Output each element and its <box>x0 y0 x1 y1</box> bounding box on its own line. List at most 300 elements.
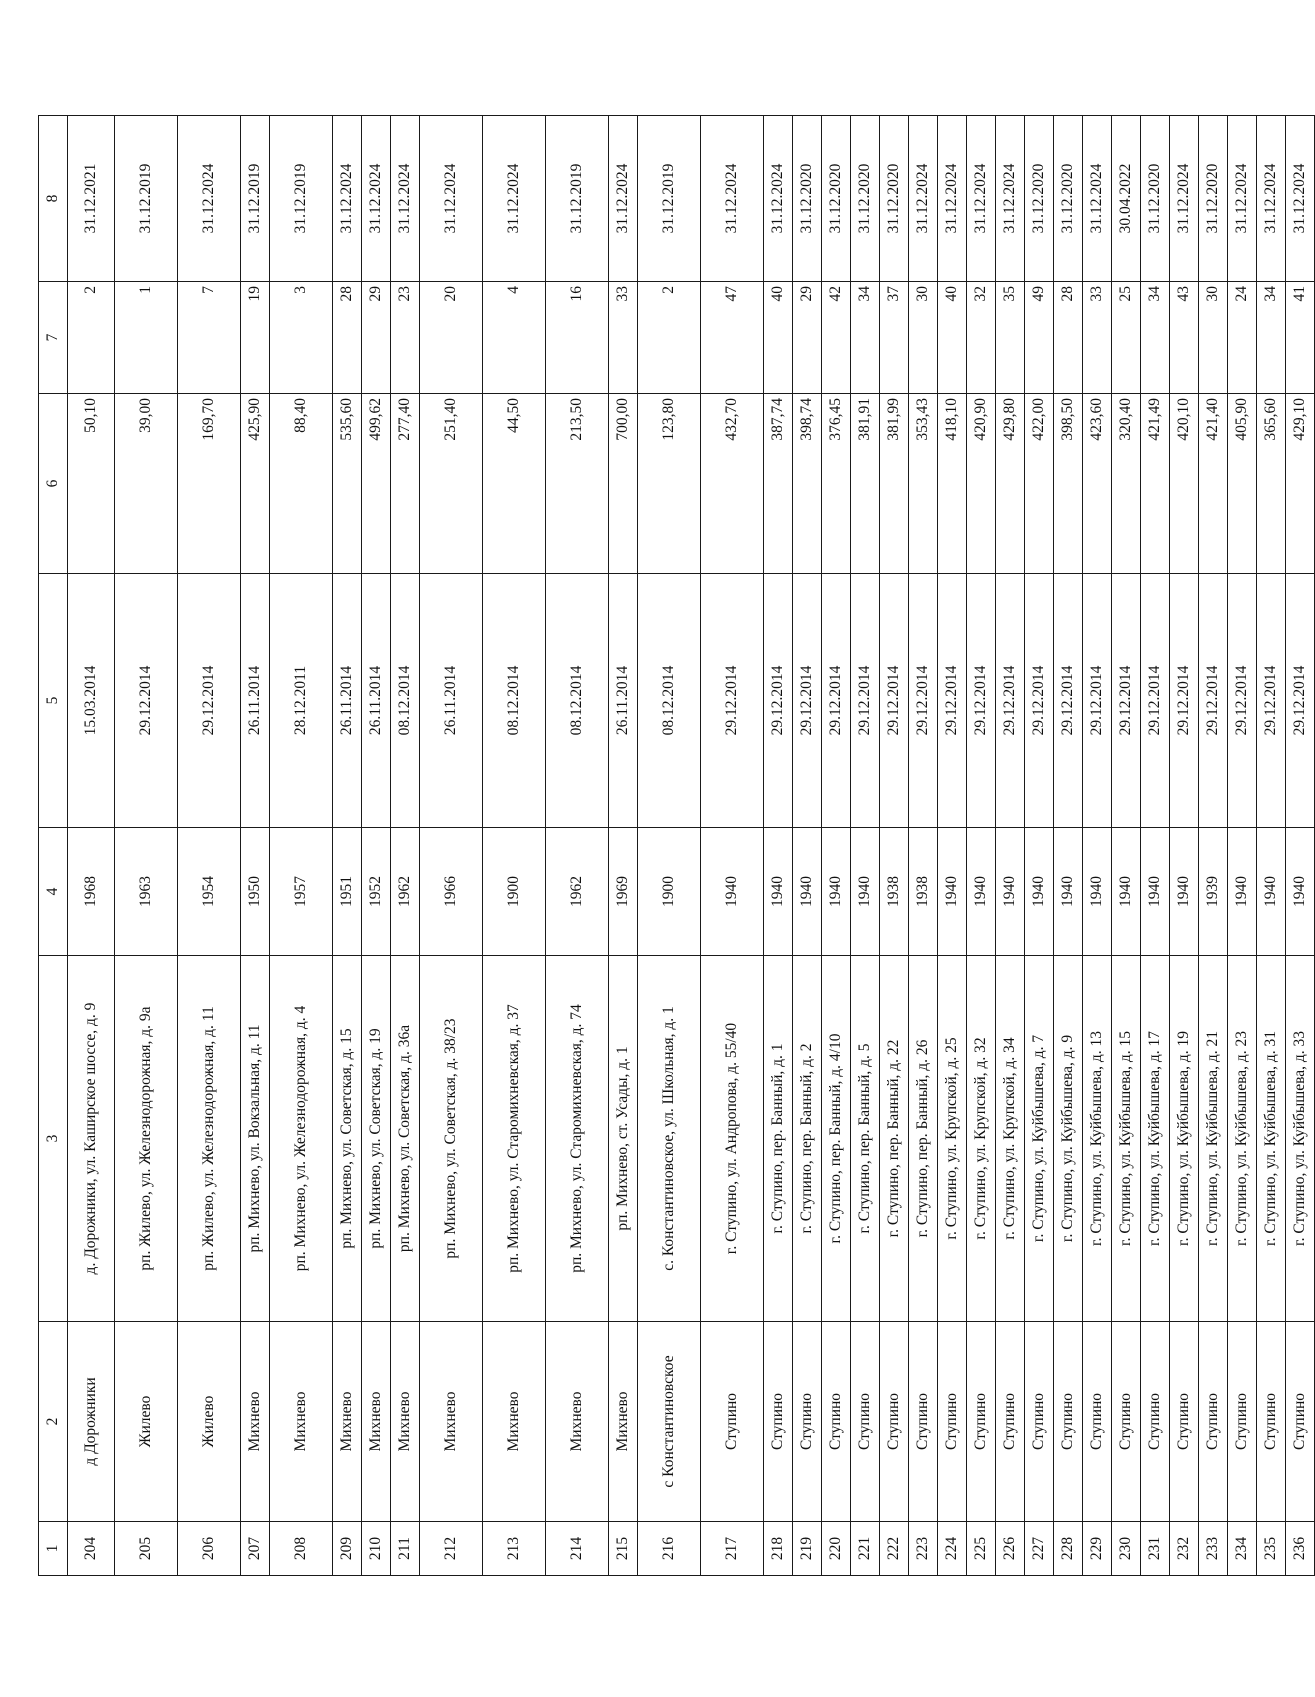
locality-cell: Жилево <box>178 1322 241 1522</box>
table-row <box>178 116 241 1576</box>
locality-cell: Ступино <box>851 1322 880 1522</box>
locality-cell: Михнево <box>270 1322 333 1522</box>
address-cell: рп. Жилево, ул. Железнодорожная, д. 9а <box>115 956 178 1322</box>
address-cell: г. Ступино, ул. Куйбышева, д. 13 <box>1083 956 1112 1322</box>
area-cell: 39,00 <box>115 394 178 574</box>
address-cell: г. Ступино, ул. Крупской, д. 34 <box>996 956 1025 1322</box>
date-cell: 29.12.2014 <box>1286 574 1315 828</box>
area-cell: 44,50 <box>483 394 546 574</box>
row-number: 230 <box>1112 1522 1141 1576</box>
count-cell: 23 <box>391 282 420 394</box>
area-cell: 700,00 <box>609 394 638 574</box>
address-cell: г. Ступино, ул. Куйбышева, д. 33 <box>1286 956 1315 1322</box>
area-cell: 405,90 <box>1228 394 1257 574</box>
date-cell: 15.03.2014 <box>68 574 115 828</box>
area-cell: 420,10 <box>1170 394 1199 574</box>
area-cell: 88,40 <box>270 394 333 574</box>
count-cell: 25 <box>1112 282 1141 394</box>
table-row <box>1170 116 1199 1576</box>
locality-cell: Ступино <box>1141 1322 1170 1522</box>
area-cell: 429,80 <box>996 394 1025 574</box>
row-number: 217 <box>701 1522 764 1576</box>
row-number: 220 <box>822 1522 851 1576</box>
row-number: 221 <box>851 1522 880 1576</box>
deadline-cell: 31.12.2024 <box>362 116 391 282</box>
area-cell: 387,74 <box>764 394 793 574</box>
area-cell: 381,99 <box>880 394 909 574</box>
date-cell: 29.12.2014 <box>764 574 793 828</box>
year-built-cell: 1940 <box>851 828 880 956</box>
address-cell: д. Дорожники, ул. Каширское шоссе, д. 9 <box>68 956 115 1322</box>
table-row <box>822 116 851 1576</box>
row-number: 213 <box>483 1522 546 1576</box>
row-number: 207 <box>241 1522 270 1576</box>
row-number: 225 <box>967 1522 996 1576</box>
row-number: 226 <box>996 1522 1025 1576</box>
date-cell: 29.12.2014 <box>1025 574 1054 828</box>
area-cell: 320,40 <box>1112 394 1141 574</box>
row-number: 211 <box>391 1522 420 1576</box>
deadline-cell: 31.12.2019 <box>638 116 701 282</box>
deadline-cell: 31.12.2024 <box>483 116 546 282</box>
date-cell: 29.12.2014 <box>701 574 764 828</box>
area-cell: 398,74 <box>793 394 822 574</box>
row-number: 206 <box>178 1522 241 1576</box>
year-built-cell: 1940 <box>793 828 822 956</box>
deadline-cell: 31.12.2024 <box>967 116 996 282</box>
table-row <box>851 116 880 1576</box>
date-cell: 28.12.2011 <box>270 574 333 828</box>
deadline-cell: 31.12.2020 <box>880 116 909 282</box>
year-built-cell: 1954 <box>178 828 241 956</box>
address-cell: г. Ступино, ул. Крупской, д. 25 <box>938 956 967 1322</box>
table-row <box>546 116 609 1576</box>
table-header-row <box>39 116 68 1576</box>
count-cell: 47 <box>701 282 764 394</box>
date-cell: 29.12.2014 <box>1228 574 1257 828</box>
address-cell: рп. Михнево, ул. Железнодорожная, д. 4 <box>270 956 333 1322</box>
area-cell: 432,70 <box>701 394 764 574</box>
area-cell: 213,50 <box>546 394 609 574</box>
count-cell: 33 <box>609 282 638 394</box>
deadline-cell: 31.12.2020 <box>1141 116 1170 282</box>
count-cell: 30 <box>1199 282 1228 394</box>
year-built-cell: 1940 <box>1025 828 1054 956</box>
address-cell: г. Ступино, ул. Куйбышева, д. 7 <box>1025 956 1054 1322</box>
table-row <box>270 116 333 1576</box>
deadline-cell: 31.12.2019 <box>546 116 609 282</box>
date-cell: 08.12.2014 <box>391 574 420 828</box>
table-row <box>483 116 546 1576</box>
table-row <box>391 116 420 1576</box>
area-cell: 420,90 <box>967 394 996 574</box>
deadline-cell: 31.12.2019 <box>270 116 333 282</box>
row-number: 216 <box>638 1522 701 1576</box>
year-built-cell: 1900 <box>483 828 546 956</box>
date-cell: 29.12.2014 <box>1257 574 1286 828</box>
date-cell: 08.12.2014 <box>546 574 609 828</box>
area-cell: 365,60 <box>1257 394 1286 574</box>
deadline-cell: 31.12.2020 <box>1054 116 1083 282</box>
table-row <box>638 116 701 1576</box>
table-row <box>115 116 178 1576</box>
date-cell: 29.12.2014 <box>115 574 178 828</box>
locality-cell: Ступино <box>764 1322 793 1522</box>
table-row <box>1228 116 1257 1576</box>
count-cell: 34 <box>851 282 880 394</box>
date-cell: 29.12.2014 <box>909 574 938 828</box>
year-built-cell: 1939 <box>1199 828 1228 956</box>
row-number: 223 <box>909 1522 938 1576</box>
address-cell: г. Ступино, ул. Андропова, д. 55/40 <box>701 956 764 1322</box>
address-cell: рп. Михнево, ул. Советская, д. 36а <box>391 956 420 1322</box>
locality-cell: Михнево <box>241 1322 270 1522</box>
table-row <box>1257 116 1286 1576</box>
column-header: 5 <box>39 574 68 828</box>
locality-cell: Ступино <box>1083 1322 1112 1522</box>
count-cell: 29 <box>793 282 822 394</box>
area-cell: 123,80 <box>638 394 701 574</box>
address-cell: г. Ступино, ул. Куйбышева, д. 23 <box>1228 956 1257 1322</box>
date-cell: 26.11.2014 <box>609 574 638 828</box>
year-built-cell: 1940 <box>764 828 793 956</box>
count-cell: 30 <box>909 282 938 394</box>
table-row <box>1025 116 1054 1576</box>
deadline-cell: 31.12.2020 <box>1025 116 1054 282</box>
address-cell: г. Ступино, ул. Куйбышева, д. 17 <box>1141 956 1170 1322</box>
table-row <box>333 116 362 1576</box>
area-cell: 535,60 <box>333 394 362 574</box>
locality-cell: Ступино <box>822 1322 851 1522</box>
date-cell: 26.11.2014 <box>362 574 391 828</box>
deadline-cell: 31.12.2024 <box>333 116 362 282</box>
column-header: 6 <box>39 394 68 574</box>
column-header: 3 <box>39 956 68 1322</box>
address-cell: г. Ступино, ул. Куйбышева, д. 19 <box>1170 956 1199 1322</box>
year-built-cell: 1950 <box>241 828 270 956</box>
table-row <box>362 116 391 1576</box>
deadline-cell: 31.12.2024 <box>420 116 483 282</box>
deadline-cell: 31.12.2019 <box>241 116 270 282</box>
count-cell: 33 <box>1083 282 1112 394</box>
address-cell: г. Ступино, ул. Куйбышева, д. 31 <box>1257 956 1286 1322</box>
deadline-cell: 31.12.2024 <box>178 116 241 282</box>
count-cell: 37 <box>880 282 909 394</box>
locality-cell: Жилево <box>115 1322 178 1522</box>
count-cell: 4 <box>483 282 546 394</box>
locality-cell: Ступино <box>1199 1322 1228 1522</box>
deadline-cell: 31.12.2019 <box>115 116 178 282</box>
count-cell: 24 <box>1228 282 1257 394</box>
date-cell: 29.12.2014 <box>1141 574 1170 828</box>
locality-cell: Ступино <box>1054 1322 1083 1522</box>
table-row <box>1286 116 1315 1576</box>
table-row <box>609 116 638 1576</box>
deadline-cell: 31.12.2020 <box>851 116 880 282</box>
count-cell: 42 <box>822 282 851 394</box>
deadline-cell: 31.12.2024 <box>938 116 967 282</box>
area-cell: 277,40 <box>391 394 420 574</box>
locality-cell: Ступино <box>793 1322 822 1522</box>
row-number: 224 <box>938 1522 967 1576</box>
year-built-cell: 1951 <box>333 828 362 956</box>
locality-cell: Ступино <box>1228 1322 1257 1522</box>
locality-cell: Михнево <box>609 1322 638 1522</box>
row-number: 214 <box>546 1522 609 1576</box>
count-cell: 2 <box>68 282 115 394</box>
area-cell: 421,40 <box>1199 394 1228 574</box>
row-number: 222 <box>880 1522 909 1576</box>
deadline-cell: 30.04.2022 <box>1112 116 1141 282</box>
row-number: 215 <box>609 1522 638 1576</box>
year-built-cell: 1940 <box>822 828 851 956</box>
date-cell: 26.11.2014 <box>241 574 270 828</box>
area-cell: 499,62 <box>362 394 391 574</box>
count-cell: 7 <box>178 282 241 394</box>
year-built-cell: 1940 <box>967 828 996 956</box>
row-number: 210 <box>362 1522 391 1576</box>
address-cell: рп. Михнево, ул. Старомихневская, д. 74 <box>546 956 609 1322</box>
address-cell: рп. Михнево, ул. Старомихневская, д. 37 <box>483 956 546 1322</box>
address-cell: г. Ступино, пер. Банный, д. 26 <box>909 956 938 1322</box>
deadline-cell: 31.12.2024 <box>1228 116 1257 282</box>
year-built-cell: 1966 <box>420 828 483 956</box>
table-row <box>1112 116 1141 1576</box>
housing-register-table <box>38 115 1315 1576</box>
date-cell: 26.11.2014 <box>420 574 483 828</box>
date-cell: 26.11.2014 <box>333 574 362 828</box>
table-row <box>909 116 938 1576</box>
locality-cell: Ступино <box>938 1322 967 1522</box>
table-row <box>701 116 764 1576</box>
row-number: 236 <box>1286 1522 1315 1576</box>
locality-cell: Ступино <box>1257 1322 1286 1522</box>
count-cell: 32 <box>967 282 996 394</box>
row-number: 212 <box>420 1522 483 1576</box>
year-built-cell: 1940 <box>1170 828 1199 956</box>
count-cell: 3 <box>270 282 333 394</box>
locality-cell: Михнево <box>391 1322 420 1522</box>
date-cell: 29.12.2014 <box>822 574 851 828</box>
area-cell: 353,43 <box>909 394 938 574</box>
date-cell: 29.12.2014 <box>938 574 967 828</box>
year-built-cell: 1940 <box>1054 828 1083 956</box>
deadline-cell: 31.12.2020 <box>822 116 851 282</box>
rotated-table-wrapper <box>38 116 1308 1576</box>
date-cell: 08.12.2014 <box>638 574 701 828</box>
year-built-cell: 1968 <box>68 828 115 956</box>
column-header: 8 <box>39 116 68 282</box>
locality-cell: Михнево <box>483 1322 546 1522</box>
row-number: 232 <box>1170 1522 1199 1576</box>
count-cell: 40 <box>938 282 967 394</box>
locality-cell: Ступино <box>880 1322 909 1522</box>
row-number: 209 <box>333 1522 362 1576</box>
deadline-cell: 31.12.2024 <box>1170 116 1199 282</box>
count-cell: 35 <box>996 282 1025 394</box>
count-cell: 29 <box>362 282 391 394</box>
year-built-cell: 1962 <box>546 828 609 956</box>
date-cell: 08.12.2014 <box>483 574 546 828</box>
address-cell: г. Ступино, ул. Куйбышева, д. 15 <box>1112 956 1141 1322</box>
count-cell: 40 <box>764 282 793 394</box>
locality-cell: с Константиновское <box>638 1322 701 1522</box>
deadline-cell: 31.12.2024 <box>391 116 420 282</box>
locality-cell: Ступино <box>1112 1322 1141 1522</box>
deadline-cell: 31.12.2021 <box>68 116 115 282</box>
year-built-cell: 1940 <box>701 828 764 956</box>
count-cell: 2 <box>638 282 701 394</box>
area-cell: 422,00 <box>1025 394 1054 574</box>
table-row <box>1199 116 1228 1576</box>
address-cell: г. Ступино, пер. Банный, д. 5 <box>851 956 880 1322</box>
row-number: 204 <box>68 1522 115 1576</box>
count-cell: 1 <box>115 282 178 394</box>
deadline-cell: 31.12.2024 <box>1286 116 1315 282</box>
address-cell: г. Ступино, пер. Банный, д. 2 <box>793 956 822 1322</box>
locality-cell: Ступино <box>909 1322 938 1522</box>
year-built-cell: 1962 <box>391 828 420 956</box>
locality-cell: Ступино <box>1025 1322 1054 1522</box>
address-cell: г. Ступино, пер. Банный, д. 4/10 <box>822 956 851 1322</box>
address-cell: рп. Михнево, ул. Вокзальная, д. 11 <box>241 956 270 1322</box>
table-row <box>1083 116 1112 1576</box>
address-cell: г. Ступино, ул. Крупской, д. 32 <box>967 956 996 1322</box>
area-cell: 381,91 <box>851 394 880 574</box>
table-row <box>241 116 270 1576</box>
locality-cell: Ступино <box>1286 1322 1315 1522</box>
year-built-cell: 1940 <box>1286 828 1315 956</box>
year-built-cell: 1940 <box>1141 828 1170 956</box>
locality-cell: Михнево <box>362 1322 391 1522</box>
table-row <box>68 116 115 1576</box>
area-cell: 169,70 <box>178 394 241 574</box>
date-cell: 29.12.2014 <box>1112 574 1141 828</box>
deadline-cell: 31.12.2024 <box>1083 116 1112 282</box>
date-cell: 29.12.2014 <box>880 574 909 828</box>
locality-cell: Ступино <box>967 1322 996 1522</box>
year-built-cell: 1938 <box>909 828 938 956</box>
column-header: 7 <box>39 282 68 394</box>
date-cell: 29.12.2014 <box>996 574 1025 828</box>
count-cell: 19 <box>241 282 270 394</box>
area-cell: 418,10 <box>938 394 967 574</box>
table-row <box>880 116 909 1576</box>
year-built-cell: 1940 <box>1228 828 1257 956</box>
row-number: 233 <box>1199 1522 1228 1576</box>
column-header: 1 <box>39 1522 68 1576</box>
address-cell: г. Ступино, ул. Куйбышева, д. 21 <box>1199 956 1228 1322</box>
row-number: 234 <box>1228 1522 1257 1576</box>
locality-cell: Ступино <box>1170 1322 1199 1522</box>
address-cell: с. Константиновское, ул. Школьная, д. 1 <box>638 956 701 1322</box>
row-number: 208 <box>270 1522 333 1576</box>
table-row <box>996 116 1025 1576</box>
table-row <box>1141 116 1170 1576</box>
year-built-cell: 1938 <box>880 828 909 956</box>
deadline-cell: 31.12.2020 <box>793 116 822 282</box>
count-cell: 16 <box>546 282 609 394</box>
locality-cell: Ступино <box>996 1322 1025 1522</box>
row-number: 229 <box>1083 1522 1112 1576</box>
count-cell: 34 <box>1257 282 1286 394</box>
year-built-cell: 1952 <box>362 828 391 956</box>
count-cell: 20 <box>420 282 483 394</box>
row-number: 231 <box>1141 1522 1170 1576</box>
address-cell: г. Ступино, пер. Банный, д. 1 <box>764 956 793 1322</box>
deadline-cell: 31.12.2024 <box>909 116 938 282</box>
date-cell: 29.12.2014 <box>851 574 880 828</box>
locality-cell: Михнево <box>420 1322 483 1522</box>
count-cell: 28 <box>1054 282 1083 394</box>
address-cell: рп. Михнево, ул. Советская, д. 19 <box>362 956 391 1322</box>
deadline-cell: 31.12.2024 <box>1257 116 1286 282</box>
row-number: 219 <box>793 1522 822 1576</box>
count-cell: 43 <box>1170 282 1199 394</box>
date-cell: 29.12.2014 <box>178 574 241 828</box>
address-cell: г. Ступино, пер. Банный, д. 22 <box>880 956 909 1322</box>
deadline-cell: 31.12.2024 <box>996 116 1025 282</box>
table-row <box>1054 116 1083 1576</box>
address-cell: г. Ступино, ул. Куйбышева, д. 9 <box>1054 956 1083 1322</box>
column-header: 4 <box>39 828 68 956</box>
date-cell: 29.12.2014 <box>1170 574 1199 828</box>
table-row <box>793 116 822 1576</box>
year-built-cell: 1940 <box>1112 828 1141 956</box>
deadline-cell: 31.12.2020 <box>1199 116 1228 282</box>
area-cell: 429,10 <box>1286 394 1315 574</box>
deadline-cell: 31.12.2024 <box>701 116 764 282</box>
row-number: 227 <box>1025 1522 1054 1576</box>
row-number: 235 <box>1257 1522 1286 1576</box>
column-header: 2 <box>39 1322 68 1522</box>
row-number: 218 <box>764 1522 793 1576</box>
count-cell: 49 <box>1025 282 1054 394</box>
address-cell: рп. Михнево, ул. Советская, д. 15 <box>333 956 362 1322</box>
count-cell: 28 <box>333 282 362 394</box>
date-cell: 29.12.2014 <box>967 574 996 828</box>
row-number: 205 <box>115 1522 178 1576</box>
area-cell: 50,10 <box>68 394 115 574</box>
year-built-cell: 1963 <box>115 828 178 956</box>
table-body <box>68 116 1315 1576</box>
table-row <box>764 116 793 1576</box>
year-built-cell: 1940 <box>996 828 1025 956</box>
year-built-cell: 1940 <box>938 828 967 956</box>
locality-cell: Ступино <box>701 1322 764 1522</box>
year-built-cell: 1940 <box>1083 828 1112 956</box>
date-cell: 29.12.2014 <box>1199 574 1228 828</box>
count-cell: 41 <box>1286 282 1315 394</box>
area-cell: 398,50 <box>1054 394 1083 574</box>
date-cell: 29.12.2014 <box>793 574 822 828</box>
address-cell: рп. Жилево, ул. Железнодорожная, д. 11 <box>178 956 241 1322</box>
address-cell: рп. Михнево, ст. Усады, д. 1 <box>609 956 638 1322</box>
count-cell: 34 <box>1141 282 1170 394</box>
locality-cell: д Дорожники <box>68 1322 115 1522</box>
row-number: 228 <box>1054 1522 1083 1576</box>
year-built-cell: 1969 <box>609 828 638 956</box>
date-cell: 29.12.2014 <box>1054 574 1083 828</box>
deadline-cell: 31.12.2024 <box>609 116 638 282</box>
table-row <box>938 116 967 1576</box>
year-built-cell: 1900 <box>638 828 701 956</box>
year-built-cell: 1940 <box>1257 828 1286 956</box>
locality-cell: Михнево <box>546 1322 609 1522</box>
area-cell: 251,40 <box>420 394 483 574</box>
address-cell: рп. Михнево, ул. Советская, д. 38/23 <box>420 956 483 1322</box>
date-cell: 29.12.2014 <box>1083 574 1112 828</box>
